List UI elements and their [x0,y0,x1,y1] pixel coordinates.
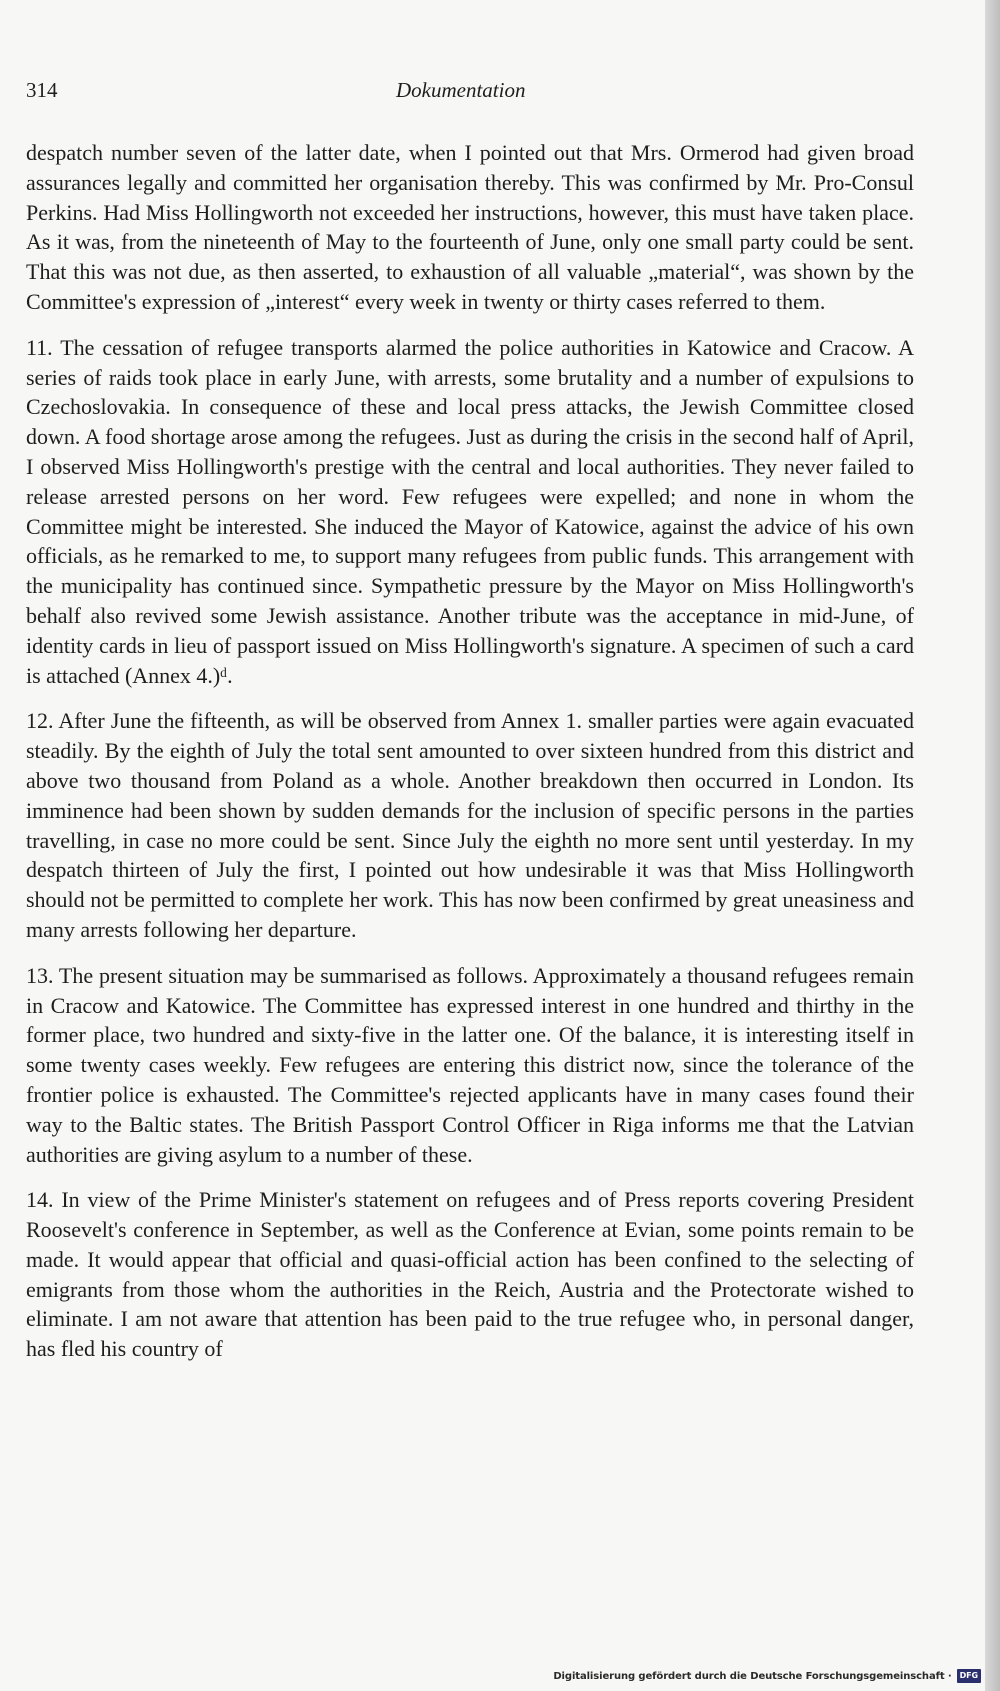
paragraph-continuation: despatch number seven of the latter date, when I pointed out that Mrs. Ormerod had given broad assurances legally and committed her organisation thereby. This was confirmed by Mr. Pro-Consul Perkins. Had Miss Hollingworth not exceeded her instructions, however, this must have taken place. As it was, from the nineteenth of May to the fourteenth of June, only one small party could be sent. That this was not due, as then asserted, to exhaustion of all valuable „material“, was shown by the Committee's expression of „interest“ every week in twenty or thirty cases referred to them. [26,140,914,314]
page-number: 314 [26,78,58,102]
page-edge-shadow [985,0,1000,1691]
running-head [26,78,926,110]
credit-text: Digitalisierung gefördert durch die Deutsche Forschungsgemeinschaft · [553,1670,952,1682]
running-title: Dokumentation [396,78,526,102]
paragraph-14: 14. In view of the Prime Minister's statement on refugees and of Press reports covering President Roosevelt's conference in September, as well as the Conference at Evian, some points remain to be made. It would appear that official and quasi-official action has been confined to the selecting of emigrants from those whom the authorities in the Reich, Austria and the Protectorate wished to eliminate. I am not aware that attention has been paid to the true refugee who, in personal danger, has fled his country of [26,1187,914,1362]
paragraph-11: 11. The cessation of refugee transports alarmed the police authorities in Katowice and Cracow. A series of raids took place in early June, with arrests, some brutality and a number of expulsions to Czechoslovakia. In consequence of these and local press attacks, the Jewish Committee closed down. A food shortage arose among the refugees. Just as during the crisis in the second half of April, I observed Miss Hollingworth's prestige with the central and local authorities. They never failed to release arrested persons on her word. Few refugees were expelled; and none in whom the Committee might be interested. She induced the Mayor of Katowice, against the advice of his own officials, as he remarked to me, to support many refugees from public funds. This arrangement with the municipality has continued since. Sympathetic pressure by the Mayor on Miss Hollingworth's behalf also revived some Jewish assistance. Another tribute was the acceptance in mid-June, of identity cards in lieu of passport issued on Miss Hollingworth's signature. A specimen of such a card is attached (Annex 4.)ᵈ. [26,334,914,688]
paragraph-12: 12. After June the fifteenth, as will be observed from Annex 1. smaller parties were again evacuated steadily. By the eighth of July the total sent amounted to over sixteen hundred from this district and above two thousand from Poland as a whole. Another breakdown then occurred in London. Its imminence had been shown by sudden demands for the inclusion of specific persons in the parties travelling, in case no more could be sent. Since July the eighth no more sent until yesterday. In my despatch thirteen of July the first, I pointed out how undesirable it was that Miss Hollingworth should not be permitted to complete her work. This has now been confirmed by great uneasiness and many arrests following her departure. [26,708,914,942]
paragraph-13: 13. The present situation may be summarised as follows. Approximately a thousand refugees remain in Cracow and Katowice. The Committee has expressed interest in one hundred and thirthy in the former place, two hundred and sixty-five in the latter one. Of the balance, it is interesting itself in some twenty cases weekly. Few refugees are entering this district now, since the tolerance of the frontier police is exhausted. The Committee's rejected applicants have in many cases found their way to the Baltic states. The British Passport Control Officer in Riga informs me that the Latvian authorities are giving asylum to a number of these. [26,962,914,1167]
body-text [26,138,914,1380]
digitization-credit [553,1667,981,1685]
dfg-logo: DFG [957,1669,981,1683]
